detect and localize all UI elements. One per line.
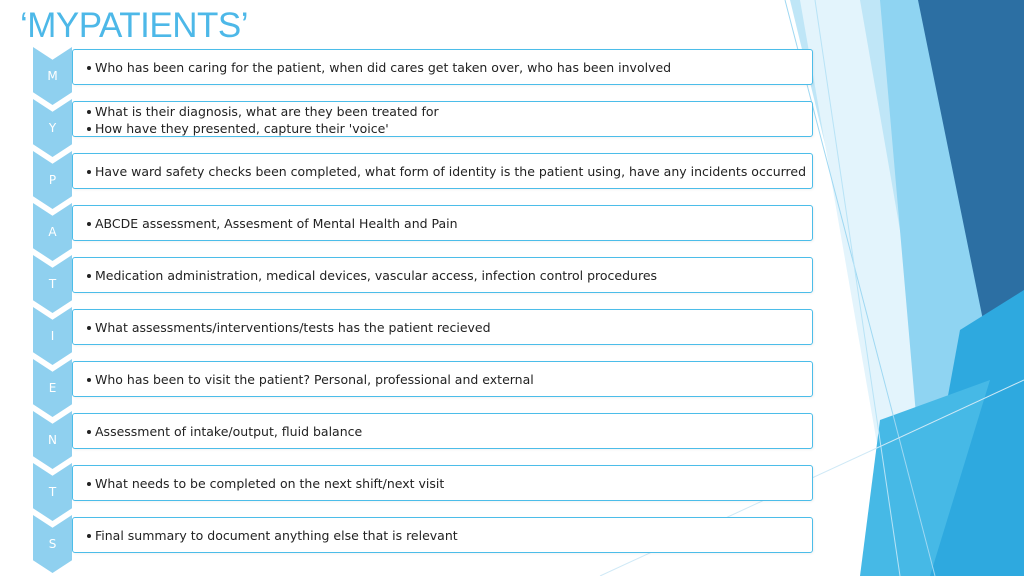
- bullet-item: Medication administration, medical devices, vascular access, infection control procedures: [87, 267, 812, 284]
- row-content-box: [72, 413, 813, 449]
- row-letter: P: [48, 173, 57, 187]
- row-letter: T: [48, 277, 57, 291]
- row-content-box: [72, 49, 813, 85]
- row-content-box: [72, 101, 813, 137]
- bullet-dot-icon: [87, 66, 91, 70]
- row-t2: [0, 465, 820, 517]
- bullet-dot-icon: [87, 378, 91, 382]
- row-letter: Y: [48, 121, 57, 135]
- row-n: [0, 413, 820, 465]
- bullet-item: Assessment of intake/output, fluid balance: [87, 423, 812, 440]
- bullet-dot-icon: [87, 110, 91, 114]
- bullet-item: What is their diagnosis, what are they been treated for: [87, 103, 812, 120]
- row-content-box: [72, 153, 813, 189]
- row-m: [0, 49, 820, 101]
- bullet-dot-icon: [87, 170, 91, 174]
- page-title: ‘MYPATIENTS’: [20, 6, 248, 45]
- row-letter: E: [48, 381, 57, 395]
- bullet-item: What needs to be completed on the next shift/next visit: [87, 475, 812, 492]
- bullet-item: Who has been caring for the patient, when did cares get taken over, who has been involved: [87, 59, 812, 76]
- row-letter: T: [48, 485, 57, 499]
- row-content-box: [72, 309, 813, 345]
- bullet-item: What assessments/interventions/tests has the patient recieved: [87, 319, 812, 336]
- bullet-dot-icon: [87, 482, 91, 486]
- bullet-item: How have they presented, capture their 'voice': [87, 120, 812, 137]
- bullet-item: Have ward safety checks been completed, what form of identity is the patient using, have any incidents occurred: [87, 163, 812, 180]
- row-i: [0, 309, 820, 361]
- bullet-dot-icon: [87, 430, 91, 434]
- row-letter: I: [50, 329, 55, 343]
- row-s: [0, 517, 820, 569]
- row-content-box: [72, 465, 813, 501]
- row-content-box: [72, 205, 813, 241]
- bullet-dot-icon: [87, 274, 91, 278]
- row-content-box: [72, 517, 813, 553]
- row-p: [0, 153, 820, 205]
- row-letter: S: [48, 537, 57, 551]
- bullet-dot-icon: [87, 222, 91, 226]
- row-letter: N: [48, 433, 57, 447]
- bullet-dot-icon: [87, 326, 91, 330]
- row-e: [0, 361, 820, 413]
- bullet-item: Final summary to document anything else that is relevant: [87, 527, 812, 544]
- row-y: [0, 101, 820, 153]
- row-t: [0, 257, 820, 309]
- row-a: [0, 205, 820, 257]
- row-letter: M: [47, 69, 58, 83]
- bullet-dot-icon: [87, 534, 91, 538]
- row-letter: A: [48, 225, 57, 239]
- bullet-item: ABCDE assessment, Assesment of Mental Health and Pain: [87, 215, 812, 232]
- bullet-dot-icon: [87, 127, 91, 131]
- row-content-box: [72, 257, 813, 293]
- row-content-box: [72, 361, 813, 397]
- bullet-item: Who has been to visit the patient? Personal, professional and external: [87, 371, 812, 388]
